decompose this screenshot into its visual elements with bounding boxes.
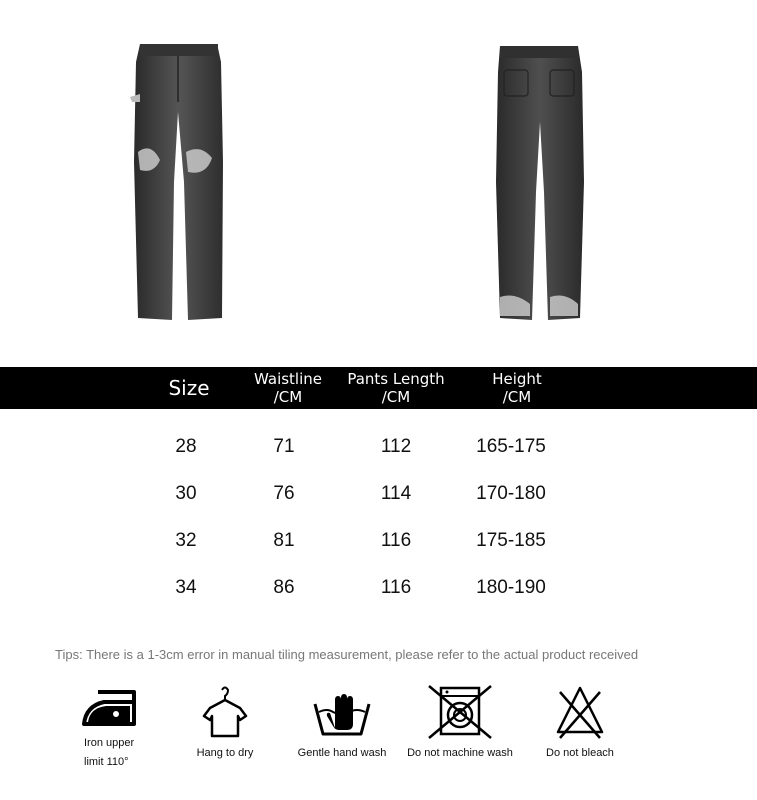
header-height-label: Height [492, 370, 542, 388]
cell-size: 34 [175, 577, 197, 598]
jeans-front-image [126, 42, 230, 324]
cell-pants-length: 116 [380, 530, 412, 551]
care-iron-label-2: limit 110° [84, 756, 129, 768]
cell-height: 175-185 [476, 530, 546, 551]
care-iron-label-1: Iron upper [84, 737, 135, 749]
cell-height: 165-175 [476, 436, 546, 457]
header-size [158, 367, 220, 409]
table-row [0, 479, 757, 509]
care-no-machine-wash-label: Do not machine wash [407, 747, 513, 759]
hand-wash-icon [311, 684, 373, 740]
no-bleach-icon [554, 684, 606, 740]
header-waistline-unit: /CM [273, 388, 303, 406]
cell-waistline: 76 [273, 483, 295, 504]
care-hang-label: Hang to dry [196, 747, 254, 759]
care-hand-wash-label: Gentle hand wash [297, 747, 387, 759]
size-table-header [0, 367, 757, 409]
header-height-unit: /CM [502, 388, 532, 406]
jeans-back-image [490, 42, 588, 324]
measurement-tips: Tips: There is a 1-3cm error in manual tiling measurement, please refer to the actual product received [55, 647, 639, 662]
cell-pants-length: 114 [380, 483, 412, 504]
header-pants-length-label: Pants Length [347, 370, 445, 388]
header-waistline-label: Waistline [254, 370, 322, 388]
header-pants-length [336, 367, 456, 409]
cell-height: 170-180 [476, 483, 546, 504]
header-height [462, 367, 572, 409]
cell-waistline: 71 [273, 436, 295, 457]
cell-size: 32 [175, 530, 197, 551]
table-row [0, 432, 757, 462]
cell-waistline: 81 [273, 530, 295, 551]
care-no-machine-wash [390, 684, 530, 763]
header-size-label: Size [168, 376, 210, 400]
cell-size: 28 [175, 436, 197, 457]
header-pants-length-unit: /CM [381, 388, 411, 406]
cell-height: 180-190 [476, 577, 546, 598]
iron-icon [80, 684, 142, 732]
cell-waistline: 86 [273, 577, 295, 598]
care-iron [72, 684, 154, 772]
table-row [0, 526, 757, 556]
cell-pants-length: 112 [380, 436, 412, 457]
care-no-bleach [510, 684, 650, 763]
care-no-bleach-label: Do not bleach [546, 747, 614, 759]
cell-size: 30 [175, 483, 197, 504]
table-row [0, 573, 757, 603]
header-waistline [243, 367, 333, 409]
hang-dry-icon [200, 684, 250, 740]
no-machine-wash-icon [425, 684, 495, 740]
cell-pants-length: 116 [380, 577, 412, 598]
